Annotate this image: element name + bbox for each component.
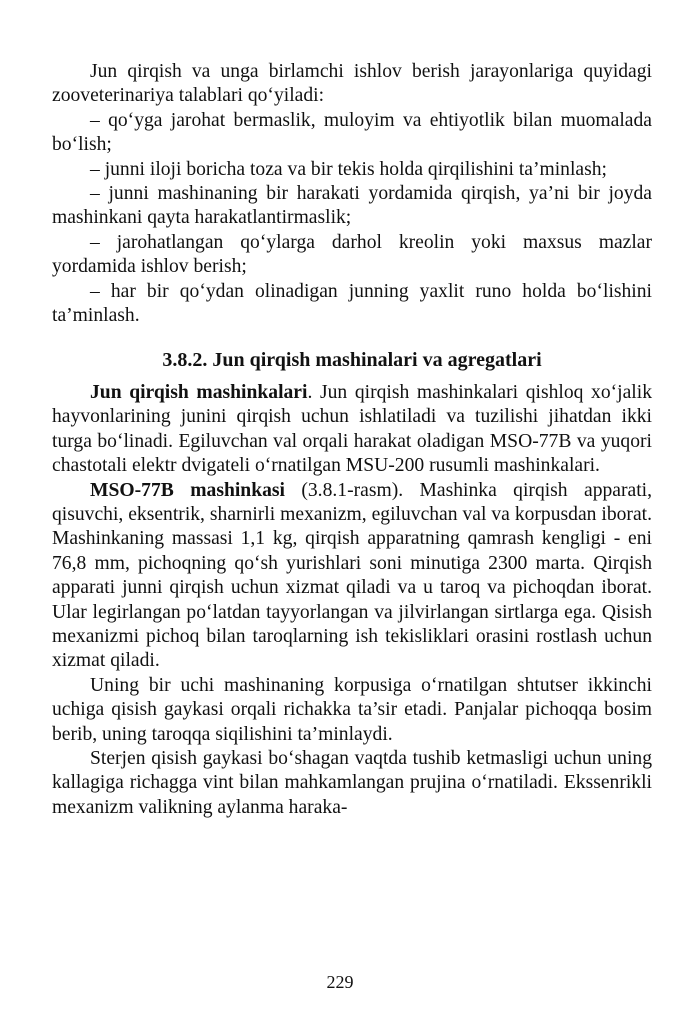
paragraph-lead: Jun qirqish mashinkalari xyxy=(90,381,308,403)
requirement-item: – junni mashinaning bir harakati yordamida qirqish, ya’ni bir joyda mashinkani qayta harakatlantirmaslik; xyxy=(52,183,652,229)
intro-paragraph: Jun qirqish va unga birlamchi ishlov berish jarayonlariga quyidagi zooveterinariya talablari qo‘yiladi: xyxy=(52,61,652,107)
section-heading: 3.8.2. Jun qirqish mashinalari va agregatlari xyxy=(162,349,542,372)
paragraph-text: (3.8.1-rasm). Mashinka qirqish apparati, qisuvchi, eksentrik, sharnirli mexanizm, egiluvchan val va korpusdan iborat. Mashinkaning massasi 1,1 kg, qirqish apparatning qamrash kengligi - eni 76,8 mm, pichoqning qo‘sh yurishlari soni minutiga 2300 marta. Qirqish apparati junni qirqish uchun xizmat qiladi va u taroq va pichoqdan iborat. Ular legirlangan po‘latdan tayyorlangan va jilvirlangan sirtlarga ega. Qisish mexanizmi pichoq bilan taroqlarning ish tekisliklari orasini rostlash uchun xizmat qiladi. xyxy=(52,479,652,672)
paragraph-lead: MSO-77B mashinkasi xyxy=(90,479,285,501)
requirement-item: – qo‘yga jarohat bermaslik, muloyim va ehtiyotlik bilan muomalada bo‘lish; xyxy=(52,109,652,156)
paragraph-clamp: Uning bir uchi mashinaning korpusiga o‘rnatilgan shtutser ikkinchi uchiga qisish gaykasi orqali richakka ta’sir etadi. Panjalar pichoqqa bosim berib, uning taroqqa siqilishini ta’minlaydi. xyxy=(52,674,652,745)
paragraph-machines xyxy=(52,381,652,479)
paragraph-rod: Sterjen qisish gaykasi bo‘shagan vaqtda tushib ketmasligi uchun uning kallagiga richagga vint bilan mahkamlangan prujina o‘rnatiladi. Ekssenrikli mexanizm valikning aylanma haraka- xyxy=(52,747,652,818)
text-body xyxy=(52,60,652,820)
requirement-item: – junni iloji boricha toza va bir tekis holda qirqilishini ta’minlash; xyxy=(90,158,607,180)
paragraph-mso77b xyxy=(52,479,652,674)
requirement-item: – har bir qo‘ydan olinadigan junning yaxlit runo holda bo‘lishini ta’minlash. xyxy=(52,280,652,327)
page-number: 229 xyxy=(326,972,354,992)
paragraph-text: . Jun qirqish mashinkalari qishloq xo‘jalik hayvonlarining junini qirqish uchun ishlatiladi va tuzilishi jihatdan ikki turga bo‘linadi. Egiluvchan val orqali harakat oladigan MSO-77B va yuqori chastotali elektr dvigateli o‘rnatilgan MSU-200 rusumli mashinkalari. xyxy=(52,381,652,477)
requirement-item: – jarohatlangan qo‘ylarga darhol kreolin yoki maxsus mazlar yordamida ishlov berish; xyxy=(52,231,652,278)
